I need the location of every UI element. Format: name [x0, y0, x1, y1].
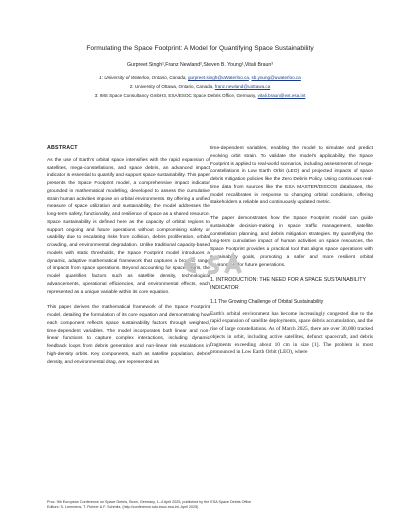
email-link-newland[interactable]: franz.newland@uottawa.ca — [214, 84, 271, 89]
abstract-paragraph-2: This paper derives the mathematical framework of the Space Footprint model, detailing the formulation of its core equation and demonstrating how each component reflects space sustainability factors through weighted, time-dependent variables. The model incorporates both linear and non-linear functions to capture complex interactions, including dynamic feedback loops from debris generation and non-linear risk escalations in high-density orbits. Key components, such as satellite population, debris density, and environmental drag, are represented as — [47, 305, 210, 365]
footer-line-1: Proc. 9th European Conference on Space Debris, Bonn, Germany, 1–4 April 2025, published by the ESA Space Debris Office — [47, 500, 252, 504]
affiliation-1: 1: University of Waterloo, Ontario, Canada, gurpreet.singh@uWaterloo.ca, sb.young@uwaterloo.ca — [99, 75, 301, 80]
email-link-braun[interactable]: vitali.braun@ext.esa.int — [257, 93, 306, 98]
abstract-paragraph-4: The paper demonstrates how the Space Footprint model can guide sustainable decision-making in space traffic management, satellite constellation planning, and debris mitigation strategies. By quantifying the long-term cumulative impact of human activities on space resources, the Space Footprint provides a practical tool that aligns space operations with sustainability goals, promoting a safer and more resilient orbital environment for future generations. — [210, 216, 373, 268]
footer-line-2: Editors: S. Lemmens, T. Flohrer & F. Schmitz, (http://conference.sdo.esoc.esa.int, April 2025) — [47, 505, 199, 509]
paper-title: Formulating the Space Footprint: A Model for Quantifying Space Sustainability — [86, 45, 314, 52]
abstract-heading: ABSTRACT — [47, 145, 78, 151]
abstract-paragraph-1: As the use of Earth's orbital space intensifies with the rapid expansion of satellites, mega-constellations, and space debris, an advanced impact indicator is essential to quantify and support space sustainability. This paper presents the Space Footprint model, a comprehensive impact indicator grounded in mathematical modelling, developed to assess the cumulative strain human activities impose on orbital environments. By offering a unified measure of space utilization and sustainability, the model addresses the long-term safety, functionality, and resilience of space as a shared resource. Space sustainability is defined here as the capacity of orbital regions to support ongoing and future operations without compromising safety or usability due to escalating risks from collision, debris proliferation, orbital crowding, and environmental degradation. Unlike traditional capacity-based models with static thresholds, the Space Footprint model introduces a dynamic, adaptive mathematical framework that captures a broader range of impacts from space operations. Beyond accounting for space debris, the model quantifies factors such as satellite density, technological advancements, operational efficiencies, and environmental effects, each represented as a unique variable within its core equation. — [47, 157, 210, 295]
abstract-paragraph-3: time-dependent variables, enabling the model to simulate and predict evolving orbit strain. To validate the model's applicability, the Space Footprint is applied to real-world scenarios, including assessments of mega-constellations in Low Earth Orbit (LEO) and projected impacts of space debris mitigation policies like the Zero Debris Policy. Using continuous real-time data from sources like the ESA MASTER/DISCOS databases, the model recalibrates in response to changing orbital conditions, offering stakeholders a reliable and continuously updated metric. — [210, 146, 373, 206]
email-link-young[interactable]: sb.young@uwaterloo.ca — [251, 75, 301, 80]
email-link-singh[interactable]: gurpreet.singh@uWaterloo.ca — [187, 75, 249, 80]
intro-paragraph: Earth's orbital environment has become increasingly congested due to the rapid expansion of satellite deployments, space debris accumulation, and the rise of large constellations. As of March 2025, there are over 30,000 tracked objects in orbit, including active satellites, defunct spacecraft, and debris fragments exceeding about 10 cm in size [1]. The problem is most pronounced in Low Earth Orbit (LEO), where — [210, 310, 373, 356]
affiliation-2: 2: University of Ottawa, Ontario, Canada, franz.newland@uottawa.ca — [129, 84, 271, 89]
author-list: Gurpreet Singh¹,Franz Newland²,Steven B. Young¹,Vitali Braun³ — [126, 62, 274, 68]
left-column — [47, 145, 210, 374]
affiliation-3: 3: IMS Space Consultancy GmbH3, ESA/ESOC Space Debris Office, Germany, vitali.braun@ext.esa.int — [94, 93, 306, 98]
section-heading-introduction: 1. INTRODUCTION: THE NEED FOR A SPACE SUSTAINABILITY INDICATOR — [210, 277, 366, 291]
subsection-heading-1-1: 1.1 The Growing Challenge of Orbital Sustainability — [210, 298, 324, 305]
affiliations — [30, 73, 370, 100]
right-column — [210, 145, 373, 365]
page-footer — [47, 500, 377, 510]
